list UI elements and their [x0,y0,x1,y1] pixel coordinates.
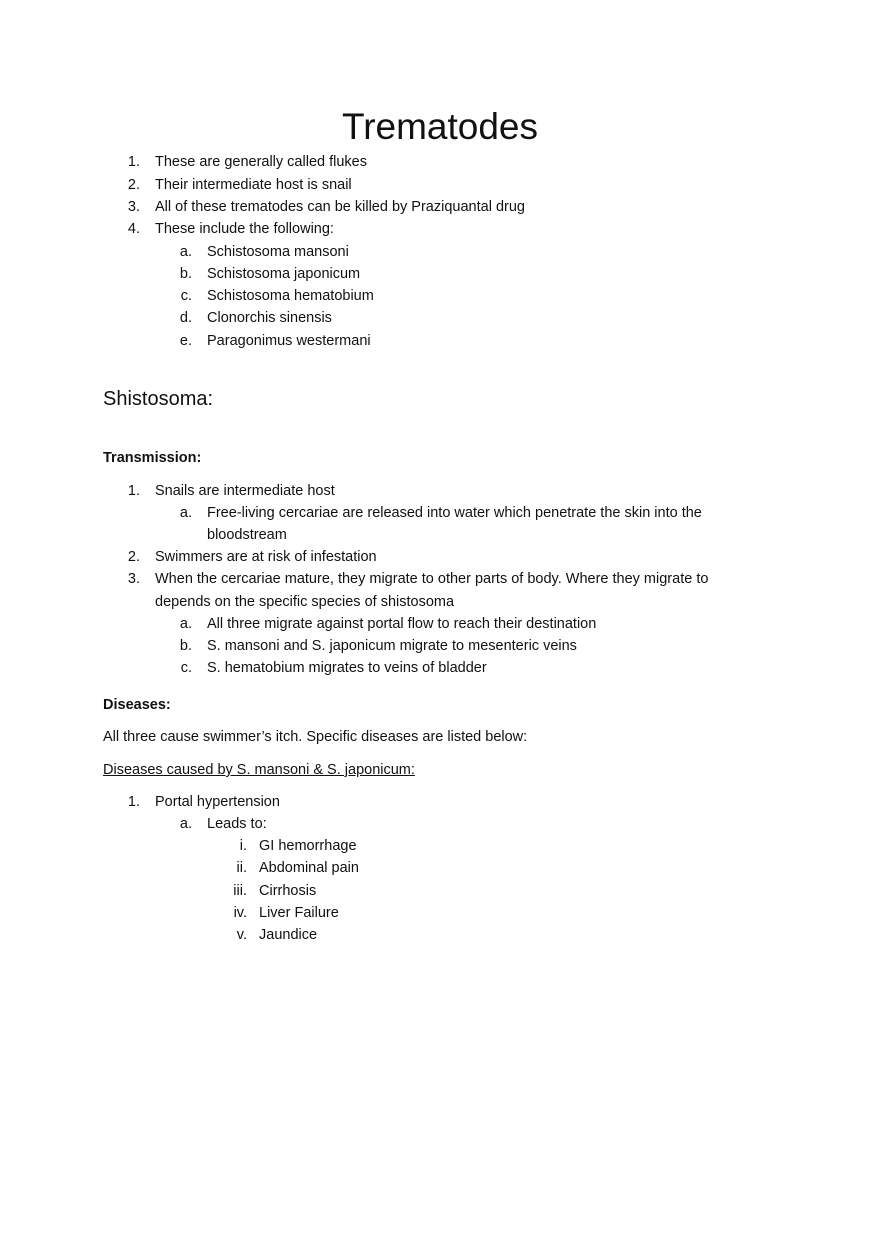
list-item: All of these trematodes can be killed by Praziquantal drug [155,199,525,215]
list-item: These are generally called flukes [155,154,367,170]
list-number: 1. [127,483,140,499]
roman-numeral: i. [239,838,247,854]
sublist-letter: c. [180,660,192,676]
sublist-item: Clonorchis sinensis [207,310,332,326]
list-number: 1. [127,794,140,810]
sublist-letter: c. [180,288,192,304]
transmission-heading: Transmission: [103,450,202,466]
list-item: Snails are intermediate host [155,483,335,499]
sublist-item: Schistosoma hematobium [207,288,374,304]
list-item-continued: depends on the specific species of shistosoma [155,594,455,610]
roman-numeral: v. [236,927,247,943]
sublist-item: All three migrate against portal flow to reach their destination [207,616,597,632]
sublist-letter: b. [179,638,192,654]
list-item: Swimmers are at risk of infestation [155,549,377,565]
sublist-letter: a. [179,505,192,521]
nested-item: Liver Failure [259,905,339,921]
roman-numeral: ii. [236,860,247,876]
sublist-item: Schistosoma mansoni [207,244,349,260]
sublist-letter: d. [179,310,192,326]
sublist-item: Free-living cercariae are released into water which penetrate the skin into the [207,505,702,521]
nested-item: Abdominal pain [259,860,359,876]
roman-numeral: iii. [233,883,247,899]
sublist-item-continued: bloodstream [207,527,287,543]
sublist-letter: b. [179,266,192,282]
list-number: 1. [127,154,140,170]
section-heading: Shistosoma: [103,388,214,410]
sublist-item: Schistosoma japonicum [207,266,361,282]
roman-numeral: iv. [233,905,247,921]
list-number: 2. [127,549,140,565]
sublist-letter: a. [179,244,192,260]
list-item: Portal hypertension [155,794,280,810]
list-number: 3. [127,571,140,587]
list-item: When the cercariae mature, they migrate to other parts of body. Where they migrate to [155,571,709,587]
sublist-letter: e. [179,333,192,349]
sublist-letter: a. [179,816,192,832]
nested-item: Cirrhosis [259,883,317,899]
nested-item: Jaundice [259,927,318,943]
list-number: 4. [127,221,140,237]
sublist-item: Leads to: [207,816,267,832]
diseases-intro: All three cause swimmer’s itch. Specific diseases are listed below: [103,729,528,745]
sublist-letter: a. [179,616,192,632]
diseases-subheading: Diseases caused by S. mansoni & S. japonicum: [103,762,415,778]
list-item: Their intermediate host is snail [155,177,352,193]
list-number: 2. [127,177,140,193]
sublist-item: Paragonimus westermani [207,333,371,349]
nested-item: GI hemorrhage [259,838,357,854]
page-title: Trematodes [341,106,539,147]
diseases-heading: Diseases: [103,697,171,713]
sublist-item: S. mansoni and S. japonicum migrate to mesenteric veins [207,638,577,654]
list-item: These include the following: [155,221,334,237]
sublist-item: S. hematobium migrates to veins of bladder [207,660,487,676]
list-number: 3. [127,199,140,215]
